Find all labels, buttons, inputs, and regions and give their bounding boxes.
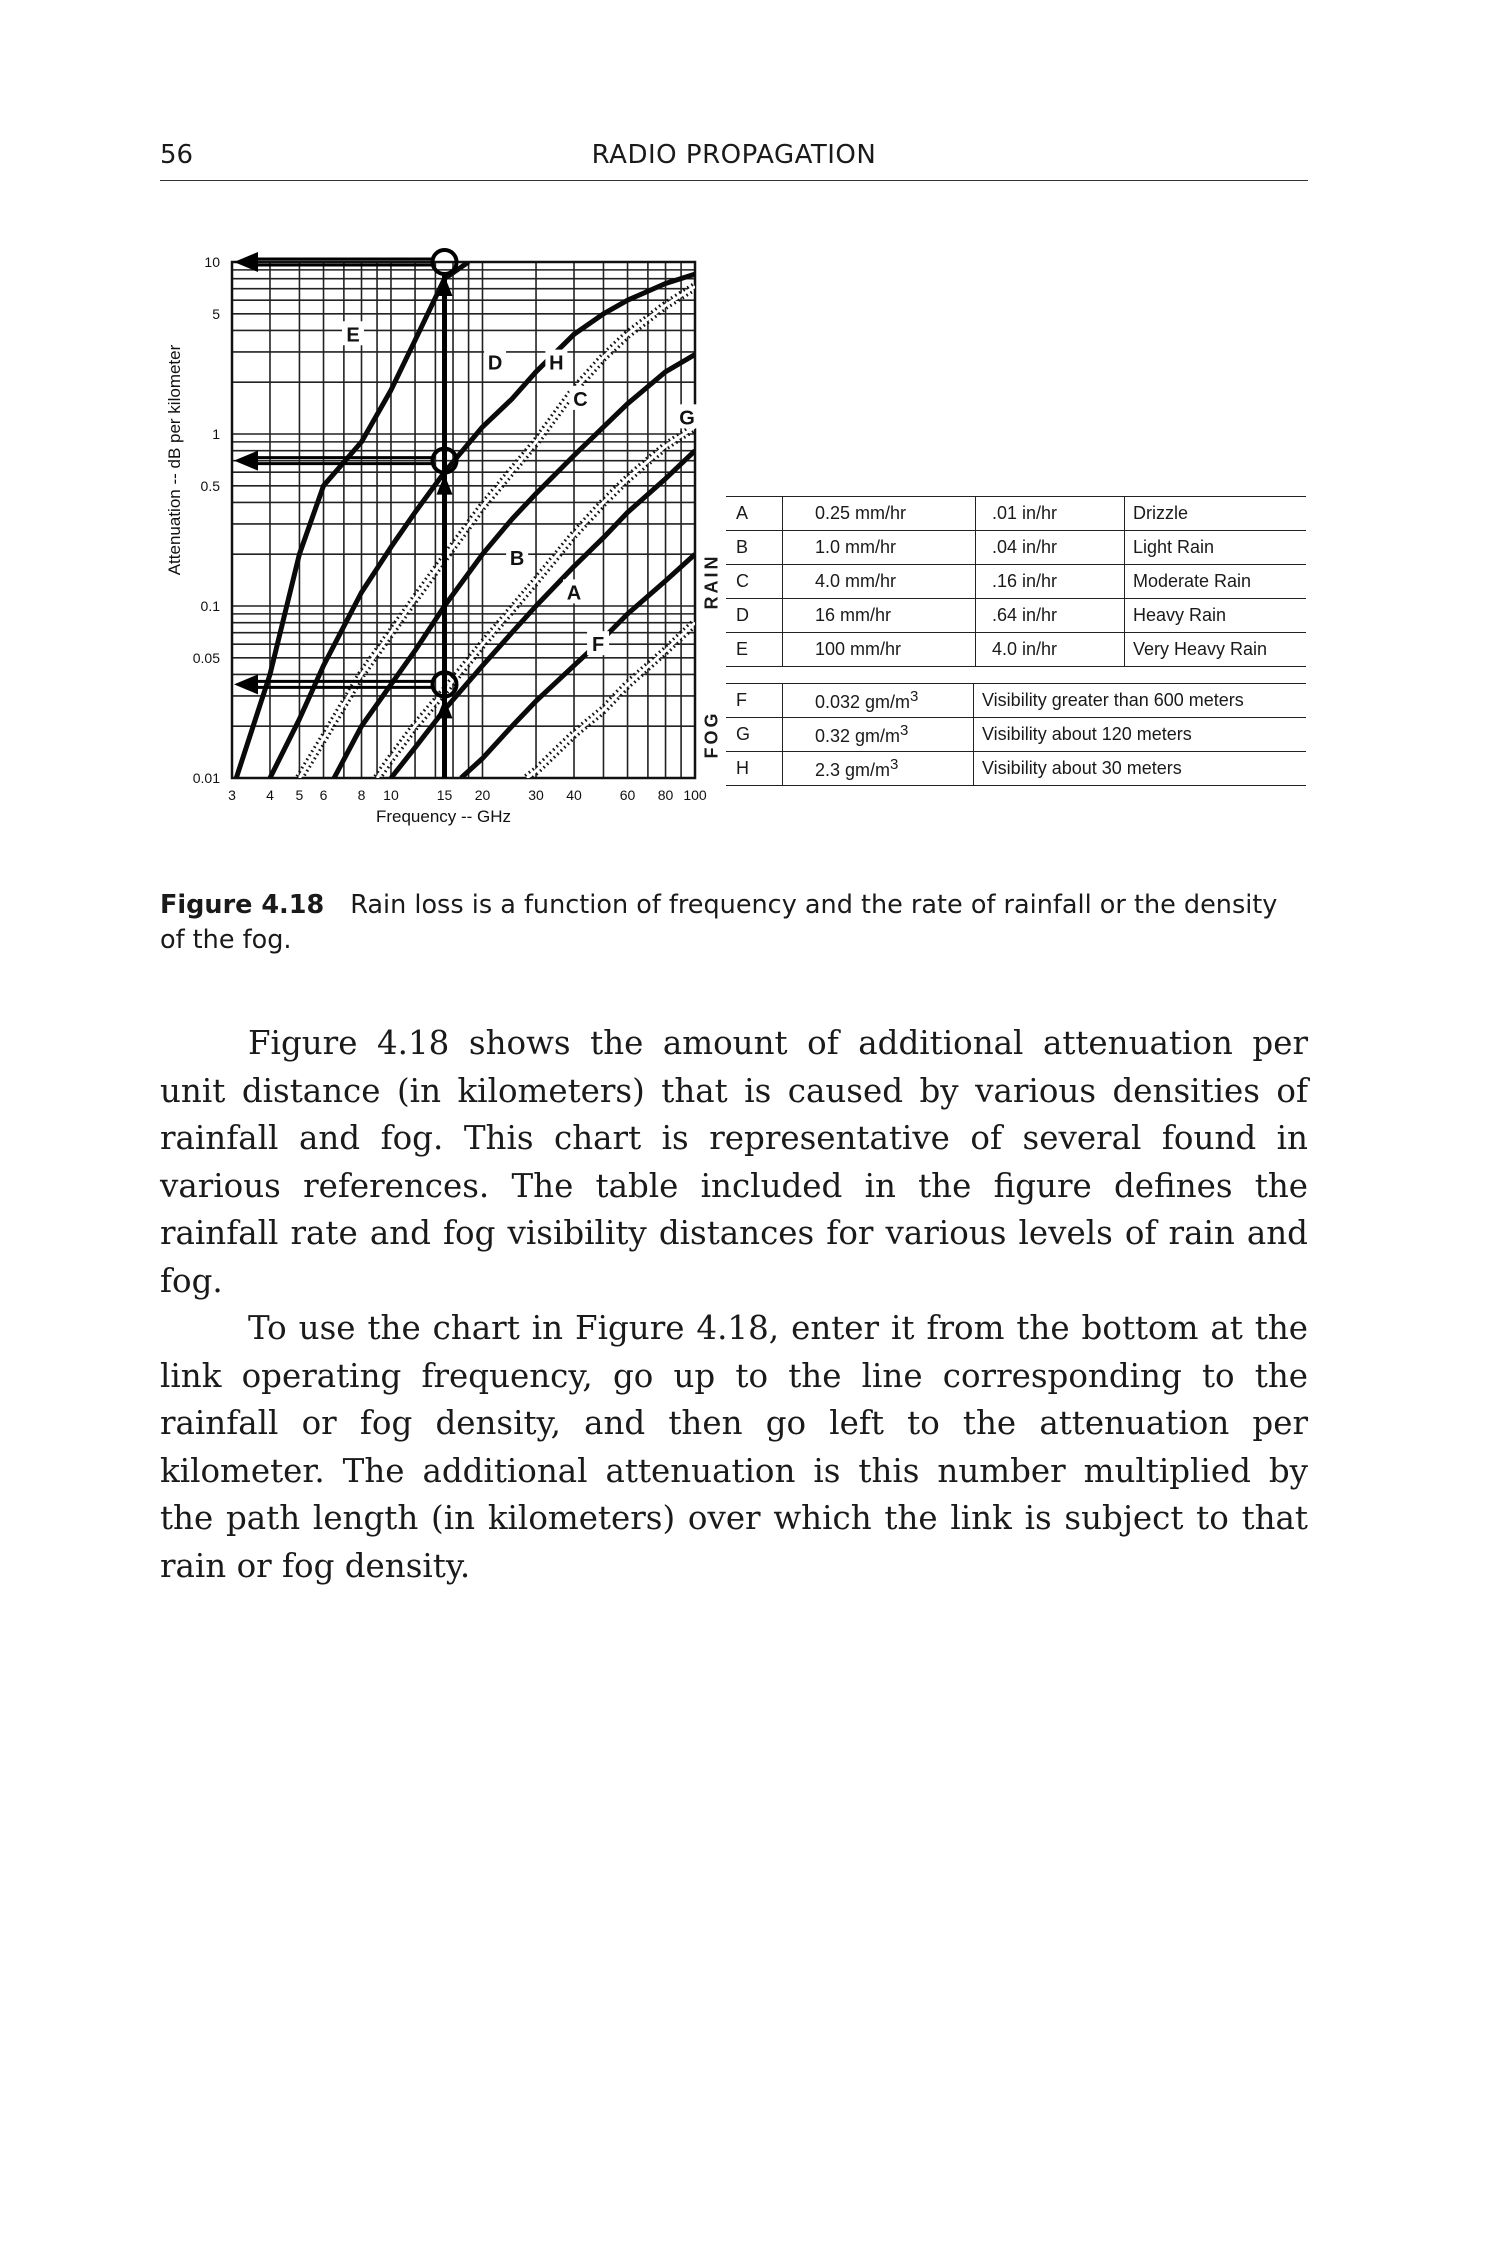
- fog-row: [726, 718, 1306, 752]
- caption-label: Figure 4.18: [160, 890, 325, 920]
- paragraph: To use the chart in Figure 4.18, enter it from the bottom at the link operating frequency, go up to the line corresponding to the rainfall or fog density, and then go left to the attenuation per kilometer. The additional attenuation is this number multiplied by the path length (in kilometers) over which the link is subject to that rain or fog density.: [160, 1309, 1308, 1585]
- fog-description: Visibility about 120 meters: [974, 718, 1307, 752]
- x-tick-label: 100: [683, 787, 707, 803]
- rain-table: [726, 496, 1306, 667]
- fog-key: G: [726, 718, 783, 752]
- rain-row: [726, 599, 1306, 633]
- rain-row: [726, 531, 1306, 565]
- rain-rate-in: .16 in/hr: [976, 565, 1125, 599]
- page-number: 56: [160, 140, 194, 170]
- x-tick-label: 60: [619, 787, 636, 803]
- rain-rate-mm: 16 mm/hr: [783, 599, 976, 633]
- fog-density: [783, 684, 974, 718]
- fog-key: F: [726, 684, 783, 718]
- series-f-core: [527, 623, 695, 778]
- y-tick-label: 5: [212, 305, 220, 322]
- fog-key: H: [726, 752, 783, 786]
- rain-rate-in: .64 in/hr: [976, 599, 1125, 633]
- rain-row: [726, 497, 1306, 531]
- running-head: RADIO PROPAGATION: [591, 140, 877, 170]
- x-tick-label: 5: [295, 787, 304, 803]
- rain-description: Moderate Rain: [1125, 565, 1307, 599]
- y-tick-label: 0.05: [192, 649, 220, 666]
- series-label-g: G: [679, 407, 695, 430]
- page-header: [160, 140, 1308, 181]
- rain-rate-mm: 0.25 mm/hr: [783, 497, 976, 531]
- fog-density-value: 0.32 gm/m: [815, 726, 901, 746]
- x-tick-label: 10: [383, 787, 399, 803]
- fog-legend: [701, 683, 1306, 786]
- fog-description: Visibility greater than 600 meters: [974, 684, 1307, 718]
- y-tick-label: 0.5: [200, 477, 220, 494]
- left-arrow-icon: [234, 451, 258, 471]
- y-axis-title: Attenuation -- dB per kilometer: [165, 344, 184, 576]
- y-tick-label: 0.1: [200, 598, 220, 614]
- x-tick-label: 20: [474, 787, 491, 803]
- rain-legend: [701, 496, 1306, 667]
- series-label-a: A: [566, 582, 582, 605]
- rain-row: [726, 633, 1306, 667]
- y-tick-label: 1: [212, 426, 220, 442]
- x-tick-label: 4: [266, 787, 274, 803]
- series-label-e: E: [346, 324, 360, 347]
- x-tick-label: 3: [228, 787, 236, 803]
- fog-density-value: 2.3 gm/m: [815, 760, 891, 780]
- figure-legend: [701, 496, 1306, 786]
- rain-key: C: [726, 565, 783, 599]
- left-arrow-icon: [234, 674, 258, 694]
- rain-description: Drizzle: [1125, 497, 1307, 531]
- series-label-h: H: [549, 352, 564, 375]
- y-tick-label: 10: [204, 254, 220, 270]
- paragraph: Figure 4.18 shows the amount of additional attenuation per unit distance (in kilometers) that is caused by various densities of rainfall and fog. This chart is representative of several found in various references. The table included in the figure defines the rainfall rate and fog visibility distances for various levels of rain and fog.: [160, 1024, 1308, 1300]
- rain-description: Very Heavy Rain: [1125, 633, 1307, 667]
- x-tick-label: 40: [566, 787, 582, 803]
- fog-table: [726, 683, 1306, 786]
- fog-side-label: FOG: [701, 710, 722, 759]
- figure-caption: [160, 888, 1308, 958]
- series-label-d: D: [487, 352, 503, 375]
- rain-rate-mm: 4.0 mm/hr: [783, 565, 976, 599]
- x-axis-title: Frequency -- GHz: [375, 807, 512, 826]
- series-label-b: B: [509, 548, 525, 571]
- x-tick-label: 15: [436, 787, 453, 803]
- chart-series: [236, 262, 695, 778]
- fog-density-value: 0.032 gm/m: [815, 692, 911, 712]
- x-tick-label: 30: [528, 787, 544, 803]
- rain-rate-in: 4.0 in/hr: [976, 633, 1125, 667]
- rain-rate-in: .04 in/hr: [976, 531, 1125, 565]
- x-tick-label: 8: [357, 787, 366, 803]
- x-tick-label: 80: [657, 787, 674, 803]
- series-label-f: F: [591, 634, 605, 657]
- rain-rate-mm: 1.0 mm/hr: [783, 531, 976, 565]
- x-tick-label: 6: [319, 787, 328, 803]
- rain-description: Heavy Rain: [1125, 599, 1307, 633]
- rain-key: B: [726, 531, 783, 565]
- fog-density: [783, 718, 974, 752]
- rain-key: A: [726, 497, 783, 531]
- fog-density: [783, 752, 974, 786]
- fog-density-exponent: 3: [890, 756, 899, 773]
- fog-density-exponent: 3: [910, 688, 919, 705]
- rain-side-label: RAIN: [701, 553, 722, 610]
- rain-rate-in: .01 in/hr: [976, 497, 1125, 531]
- rain-attenuation-chart: [150, 240, 720, 850]
- y-tick-label: 0.01: [192, 770, 220, 786]
- rain-row: [726, 565, 1306, 599]
- fog-density-exponent: 3: [900, 722, 909, 739]
- rain-key: E: [726, 633, 783, 667]
- rain-rate-mm: 100 mm/hr: [783, 633, 976, 667]
- series-label-c: C: [573, 388, 588, 411]
- body-text: [160, 1020, 1308, 1590]
- caption-text: Rain loss is a function of frequency and the rate of rainfall or the density of the fog.: [160, 890, 1278, 955]
- left-arrow-icon: [234, 252, 258, 272]
- rain-key: D: [726, 599, 783, 633]
- fog-row: [726, 684, 1306, 718]
- fog-row: [726, 752, 1306, 786]
- rain-description: Light Rain: [1125, 531, 1307, 565]
- fog-description: Visibility about 30 meters: [974, 752, 1307, 786]
